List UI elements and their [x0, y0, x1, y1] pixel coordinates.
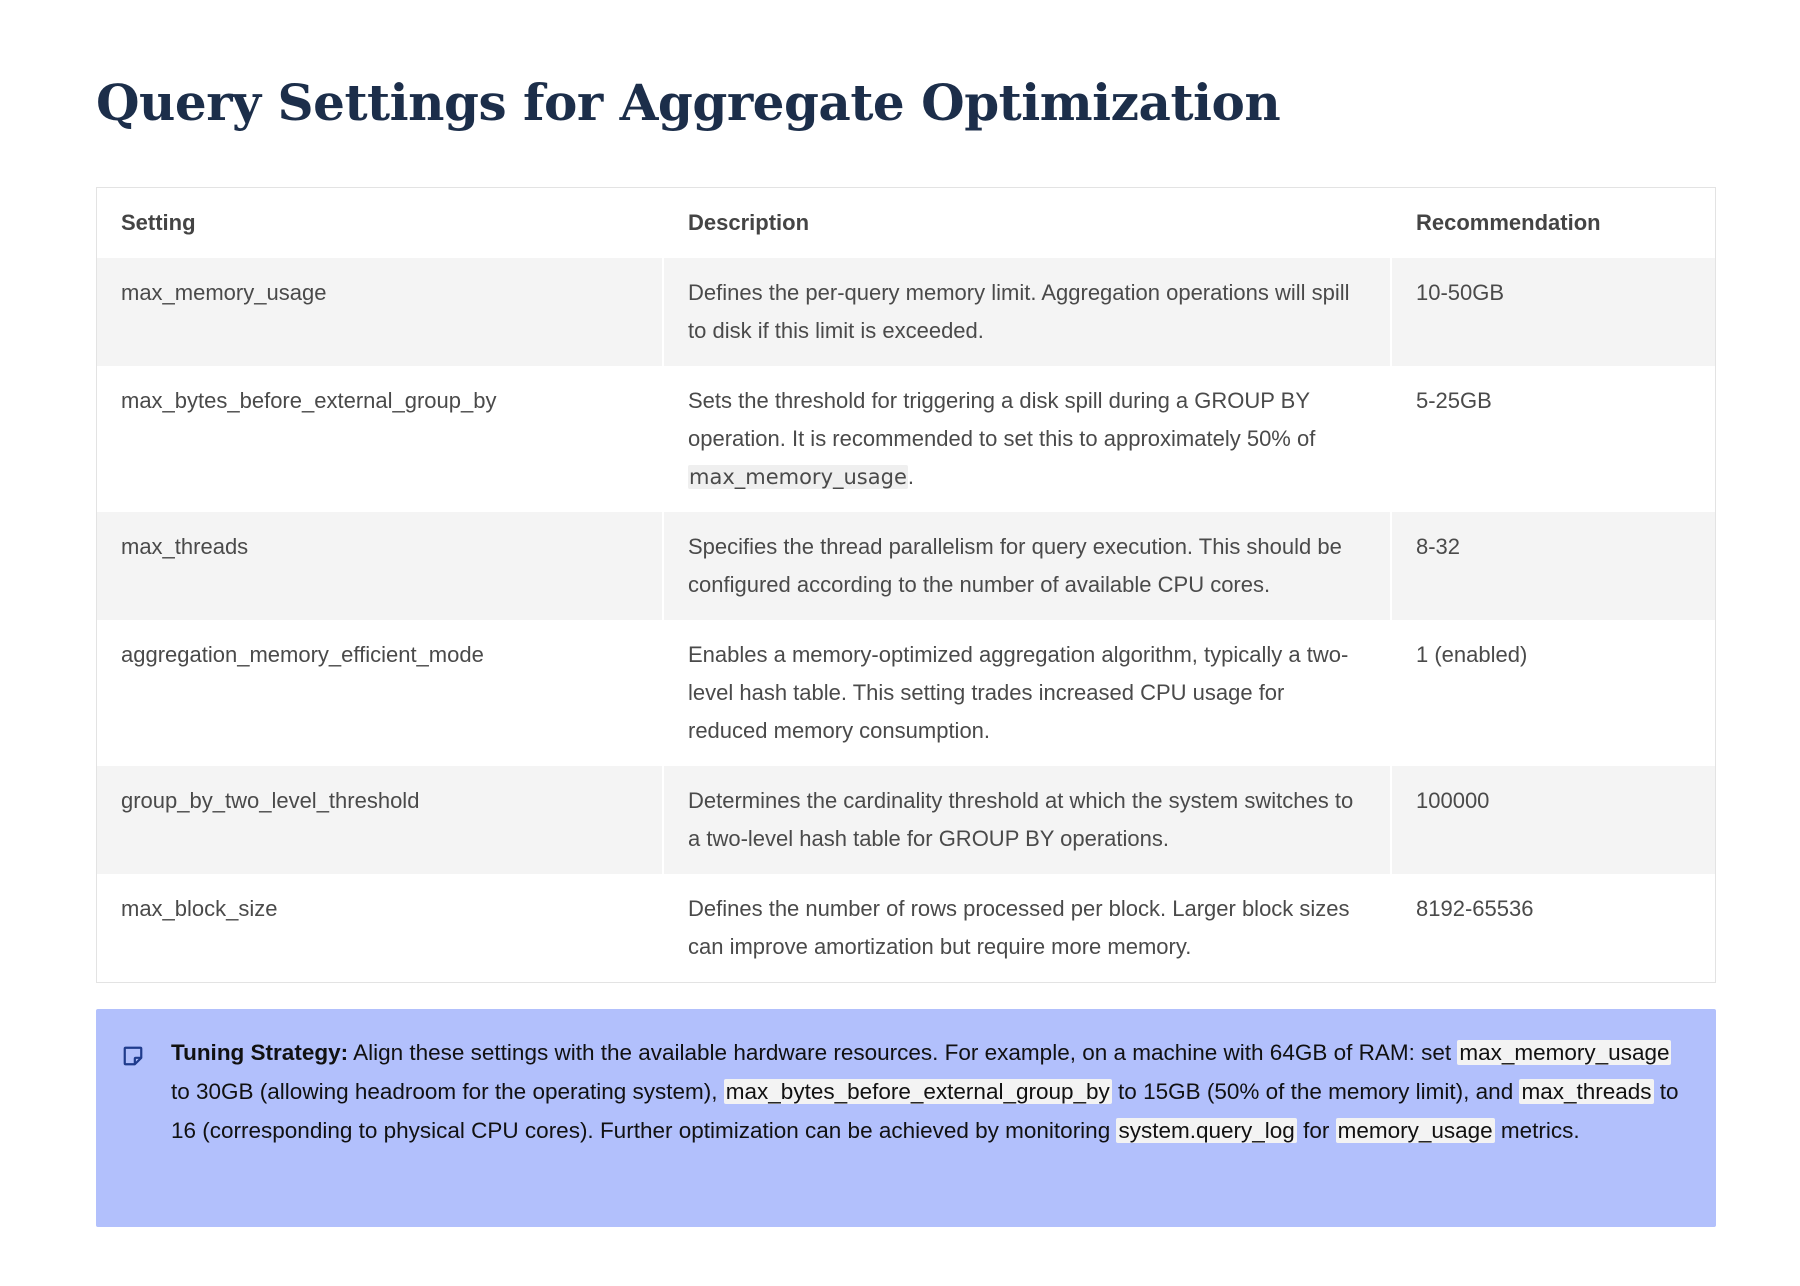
- page-title: Query Settings for Aggregate Optimization: [96, 73, 1281, 132]
- inline-code: max_bytes_before_external_group_by: [725, 1079, 1110, 1104]
- cell-description: Defines the per-query memory limit. Aggregation operations will spill to disk if this limit is exceeded.: [663, 258, 1391, 366]
- cell-setting: max_memory_usage: [97, 258, 663, 366]
- cell-description: [663, 366, 1391, 512]
- table-row: [97, 620, 1715, 766]
- note-text-part: Align these settings with the available hardware resources. For example, on a machine with 64GB of RAM: set: [348, 1040, 1458, 1065]
- note-text-part: metrics.: [1494, 1118, 1580, 1143]
- header-setting: Setting: [97, 188, 663, 258]
- inline-code: max_memory_usage: [689, 465, 907, 489]
- inline-code: memory_usage: [1337, 1118, 1493, 1143]
- cell-description: Enables a memory-optimized aggregation algorithm, typically a two-level hash table. This setting trades increased CPU usage for reduced memory consumption.: [663, 620, 1391, 766]
- cell-setting: group_by_two_level_threshold: [97, 766, 663, 874]
- cell-recommendation: 8192-65536: [1391, 874, 1715, 982]
- header-description: Description: [663, 188, 1391, 258]
- description-text: .: [907, 464, 914, 489]
- inline-code: max_threads: [1521, 1079, 1652, 1104]
- cell-description: Determines the cardinality threshold at which the system switches to a two-level hash table for GROUP BY operations.: [663, 766, 1391, 874]
- inline-code: max_memory_usage: [1459, 1040, 1670, 1065]
- cell-recommendation: 8-32: [1391, 512, 1715, 620]
- note-text-part: to 16 (corresponding to physical CPU cores). Further optimization can be achieved by monitoring: [171, 1079, 1679, 1143]
- cell-description: Defines the number of rows processed per block. Larger block sizes can improve amortization but require more memory.: [663, 874, 1391, 982]
- cell-description: Specifies the thread parallelism for query execution. This should be configured according to the number of available CPU cores.: [663, 512, 1391, 620]
- cell-setting: max_threads: [97, 512, 663, 620]
- note-label: Tuning Strategy:: [171, 1040, 349, 1065]
- cell-recommendation: 1 (enabled): [1391, 620, 1715, 766]
- note-text-part: to 30GB (allowing headroom for the operating system),: [171, 1079, 724, 1104]
- cell-setting: max_bytes_before_external_group_by: [97, 366, 663, 512]
- table-header-row: [97, 188, 1715, 258]
- table-row: [97, 258, 1715, 366]
- note-text: [171, 1033, 1681, 1150]
- table-row: [97, 874, 1715, 982]
- header-recommendation: Recommendation: [1391, 188, 1715, 258]
- settings-table-grid: [97, 188, 1715, 982]
- settings-table: [96, 187, 1716, 983]
- cell-setting: aggregation_memory_efficient_mode: [97, 620, 663, 766]
- table-row: [97, 512, 1715, 620]
- cell-setting: max_block_size: [97, 874, 663, 982]
- note-text-part: for: [1296, 1118, 1336, 1143]
- note-text-part: to 15GB (50% of the memory limit), and: [1111, 1079, 1520, 1104]
- table-row: [97, 766, 1715, 874]
- description-text: Sets the threshold for triggering a disk spill during a GROUP BY operation. It is recommended to set this to approximately 50% of: [688, 388, 1316, 451]
- note-icon: [122, 1045, 144, 1067]
- table-row: [97, 366, 1715, 512]
- cell-recommendation: 100000: [1391, 766, 1715, 874]
- inline-code: system.query_log: [1118, 1118, 1295, 1143]
- tuning-strategy-note: [96, 1009, 1716, 1227]
- cell-recommendation: 10-50GB: [1391, 258, 1715, 366]
- cell-recommendation: 5-25GB: [1391, 366, 1715, 512]
